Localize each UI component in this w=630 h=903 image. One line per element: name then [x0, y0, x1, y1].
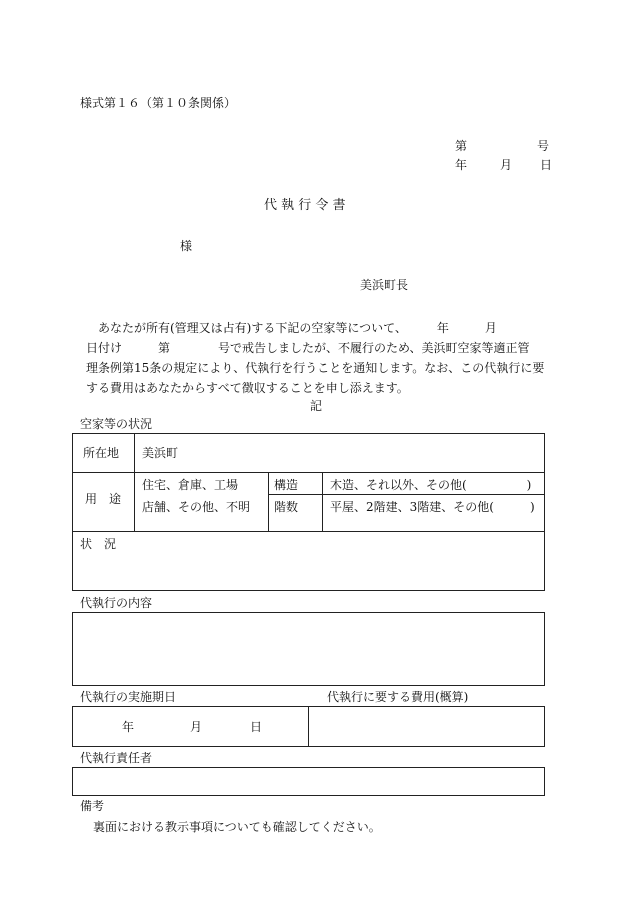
remarks-text: 裏面における教示事項についても確認してください。 — [93, 820, 381, 834]
location-value: 美浜町 — [142, 446, 179, 460]
cost-heading: 代執行に要する費用(概算) — [327, 690, 469, 704]
date-day-label: 日 — [540, 158, 553, 172]
status-row-divider-2 — [268, 494, 545, 495]
addressee-suffix: 様 — [180, 239, 193, 253]
status-col-divider-2 — [268, 472, 269, 531]
body-line-2: 日付け 第 号で戒告しましたが、不履行のため、美浜町空家等適正管 — [86, 341, 530, 355]
date-month-label: 月 — [500, 158, 513, 172]
form-number-label: 様式第１６（第１０条関係） — [80, 96, 237, 110]
location-label: 所在地 — [83, 446, 120, 460]
period-month-label: 月 — [190, 720, 203, 734]
ki-label: 記 — [310, 399, 323, 413]
structure-value: 木造、それ以外、その他( ) — [330, 478, 532, 492]
body-line-4: する費用はあなたからすべて徴収することを申し添えます。 — [86, 381, 409, 395]
status-col-divider-3 — [322, 472, 323, 531]
use-options-line-2: 店舗、その他、不明 — [142, 500, 251, 514]
date-year-label: 年 — [455, 158, 468, 172]
body-line-3: 理条例第15条の規定により、代執行を行うことを通知します。なお、この代執行に要 — [86, 361, 545, 375]
period-heading: 代執行の実施期日 — [80, 690, 177, 704]
status-col-divider-1 — [134, 433, 135, 531]
structure-label: 構造 — [274, 478, 299, 492]
content-field[interactable] — [72, 612, 545, 686]
responsible-heading: 代執行責任者 — [80, 751, 153, 765]
remarks-heading: 備考 — [80, 799, 105, 813]
period-year-label: 年 — [122, 720, 135, 734]
period-cost-divider — [308, 706, 309, 747]
document-number-dai: 第 — [455, 139, 468, 153]
document-number-go: 号 — [537, 139, 550, 153]
issuer-name: 美浜町長 — [360, 278, 409, 292]
status-row-divider-3 — [72, 531, 545, 532]
notice-body — [86, 318, 556, 398]
use-label: 用 途 — [85, 492, 122, 506]
floors-label: 階数 — [274, 500, 299, 514]
status-row-divider-1 — [72, 472, 545, 473]
period-day-label: 日 — [250, 720, 263, 734]
responsible-field[interactable] — [72, 767, 545, 796]
body-line-1: あなたが所有(管理又は占有)する下記の空家等について、 年 月 — [98, 321, 497, 335]
document-title: 代 執 行 令 書 — [264, 198, 346, 213]
content-heading: 代執行の内容 — [80, 596, 153, 610]
status-heading: 空家等の状況 — [80, 417, 153, 431]
condition-label: 状 況 — [80, 537, 117, 551]
use-options-line-1: 住宅、倉庫、工場 — [142, 478, 239, 492]
floors-value: 平屋、2階建、3階建、その他( ) — [330, 500, 535, 514]
